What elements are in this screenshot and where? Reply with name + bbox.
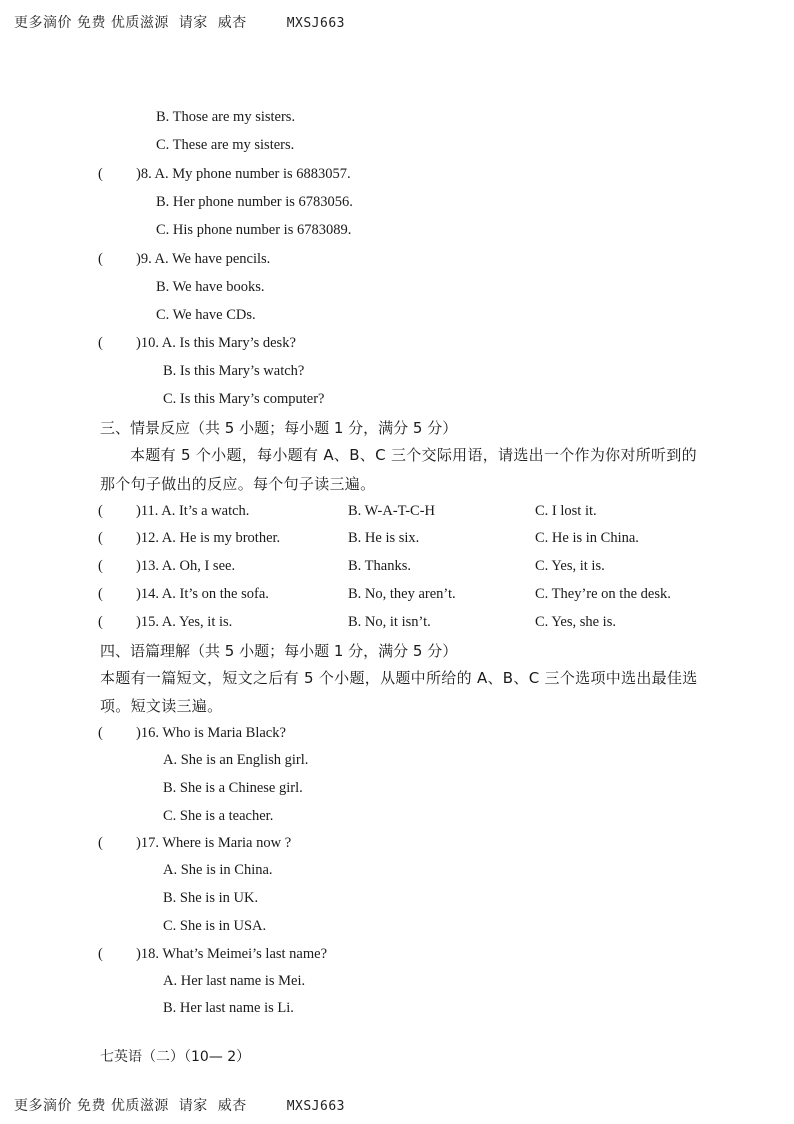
- footer-banner: [14, 1095, 345, 1115]
- q9-option-a: )9. A. We have pencils.: [136, 251, 271, 267]
- q18-option-a: A. Her last name is Mei.: [163, 973, 306, 989]
- answer-paren: (: [98, 586, 103, 602]
- answer-paren: (: [98, 614, 103, 630]
- option-c: C. I lost it.: [535, 503, 597, 519]
- section4-intro-line2: 项。短文读三遍。: [100, 697, 223, 715]
- option-b: B. Thanks.: [348, 558, 411, 574]
- q16-option-a: A. She is an English girl.: [163, 752, 309, 768]
- answer-paren: (: [98, 558, 103, 574]
- option-a: )13. A. Oh, I see.: [136, 558, 236, 574]
- option-c: C. Yes, she is.: [535, 614, 616, 630]
- q10-option-c: C. Is this Mary’s computer?: [163, 391, 325, 407]
- q9-option-b: B. We have books.: [156, 279, 265, 295]
- answer-paren: (: [98, 530, 103, 546]
- q16-option-b: B. She is a Chinese girl.: [163, 780, 303, 796]
- section4-intro-line1: 本题有一篇短文，短文之后有 5 个小题，从题中所给的 A、B、C 三个选项中选出最佳选: [100, 669, 698, 687]
- option-c: C. Yes, it is.: [535, 558, 605, 574]
- q17-question: )17. Where is Maria now ?: [136, 835, 292, 851]
- q7-option-c: C. These are my sisters.: [156, 137, 295, 153]
- answer-paren: (: [98, 335, 103, 351]
- answer-paren: (: [98, 835, 103, 851]
- option-a: )11. A. It’s a watch.: [136, 503, 250, 519]
- question-row-12: [0, 530, 794, 550]
- option-b: B. He is six.: [348, 530, 420, 546]
- page-footer: 七英语（二）（10— 2）: [100, 1049, 251, 1065]
- q17-option-c: C. She is in USA.: [163, 918, 267, 934]
- answer-paren: (: [98, 946, 103, 962]
- option-a: )12. A. He is my brother.: [136, 530, 281, 546]
- section3-heading: 三、情景反应（共 5 小题；每小题 1 分，满分 5 分）: [100, 419, 458, 437]
- answer-paren: (: [98, 725, 103, 741]
- q17-option-b: B. She is in UK.: [163, 890, 259, 906]
- question-row-15: [0, 614, 794, 634]
- section4-heading: 四、语篇理解（共 5 小题；每小题 1 分，满分 5 分）: [100, 642, 458, 660]
- answer-paren: (: [98, 251, 103, 267]
- option-b: B. No, it isn’t.: [348, 614, 431, 630]
- option-c: C. They’re on the desk.: [535, 586, 671, 602]
- question-row-13: [0, 558, 794, 578]
- option-c: C. He is in China.: [535, 530, 639, 546]
- option-b: B. W-A-T-C-H: [348, 503, 435, 519]
- header-banner: [14, 12, 345, 32]
- q10-option-b: B. Is this Mary’s watch?: [163, 363, 305, 379]
- question-row-14: [0, 586, 794, 606]
- q17-option-a: A. She is in China.: [163, 862, 273, 878]
- section3-intro-line2: 那个句子做出的反应。每个句子读三遍。: [100, 475, 376, 493]
- q8-option-c: C. His phone number is 6783089.: [156, 222, 352, 238]
- q18-option-b: B. Her last name is Li.: [163, 1000, 294, 1016]
- q9-option-c: C. We have CDs.: [156, 307, 256, 323]
- option-b: B. No, they aren’t.: [348, 586, 456, 602]
- banner-code: MXSJ663: [286, 1099, 345, 1114]
- answer-paren: (: [98, 503, 103, 519]
- q18-question: )18. What’s Meimei’s last name?: [136, 946, 328, 962]
- option-a: )15. A. Yes, it is.: [136, 614, 233, 630]
- q16-option-c: C. She is a teacher.: [163, 808, 274, 824]
- question-row-11: [0, 503, 794, 523]
- option-a: )14. A. It’s on the sofa.: [136, 586, 269, 602]
- banner-text: 更多滴价 免费 优质滋源 请家 威杏: [14, 1098, 247, 1114]
- q8-option-a: )8. A. My phone number is 6883057.: [136, 166, 351, 182]
- q8-option-b: B. Her phone number is 6783056.: [156, 194, 353, 210]
- banner-code: MXSJ663: [286, 16, 345, 31]
- q7-option-b: B. Those are my sisters.: [156, 109, 296, 125]
- section3-intro-line1: 本题有 5 个小题，每小题有 A、B、C 三个交际用语，请选出一个作为你对所听到的: [130, 446, 697, 464]
- q16-question: )16. Who is Maria Black?: [136, 725, 286, 741]
- banner-text: 更多滴价 免费 优质滋源 请家 威杏: [14, 15, 247, 31]
- q10-option-a: )10. A. Is this Mary’s desk?: [136, 335, 296, 351]
- answer-paren: (: [98, 166, 103, 182]
